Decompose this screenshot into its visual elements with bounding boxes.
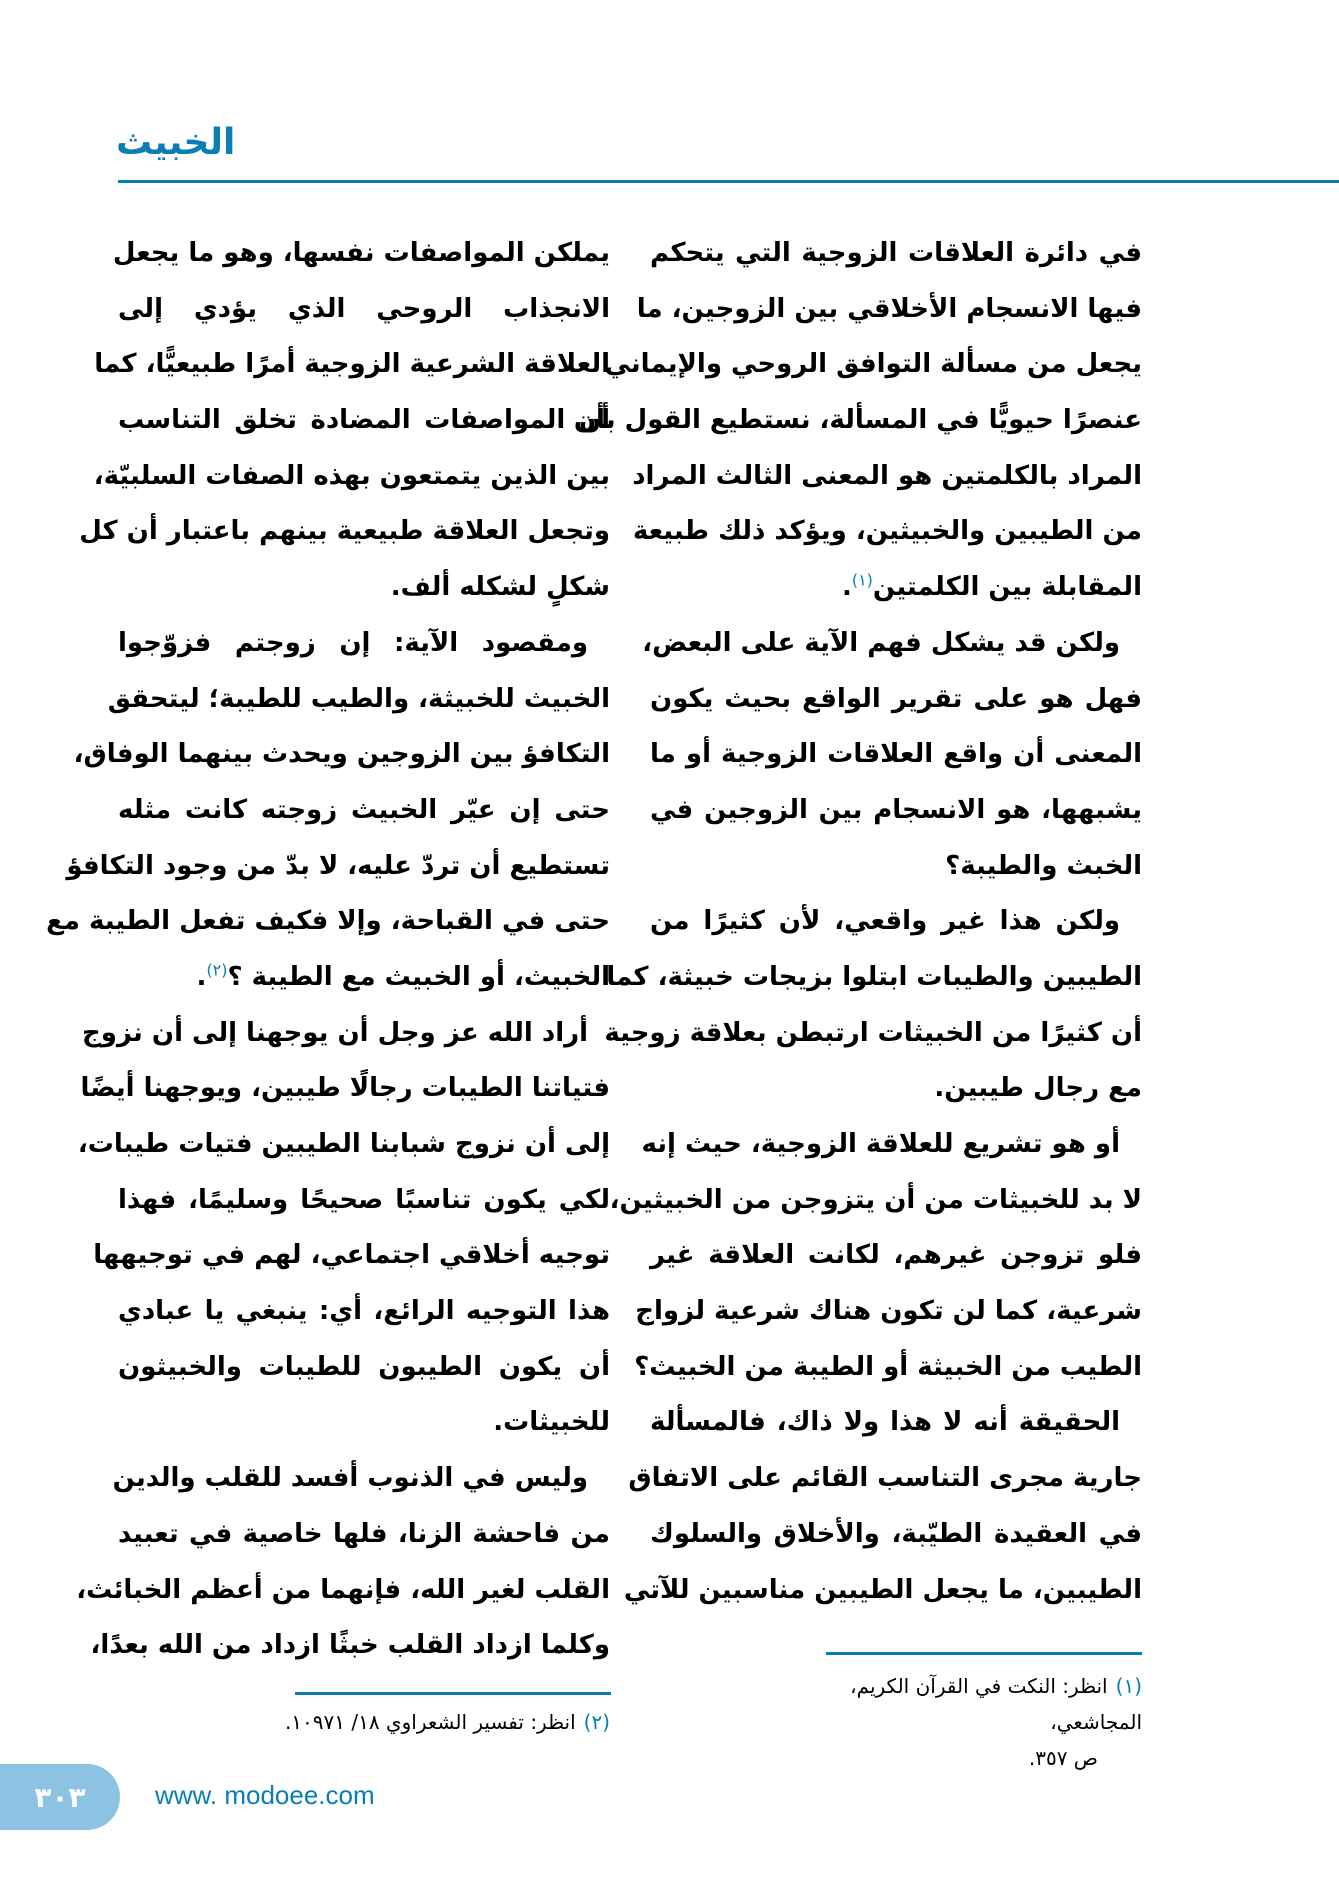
text-line: أراد الله عز وجل أن يوجهنا إلى أن نزوج — [81, 1017, 588, 1048]
text-line: إلى أن نزوج شبابنا الطيبين فتيات طيبات، — [77, 1129, 610, 1159]
page-number-badge: ٣٠٣ — [0, 1764, 120, 1830]
footnote-2 — [110, 1704, 610, 1740]
text-line: الطيبين، ما يجعل الطيبين مناسبين للآتي — [623, 1574, 1142, 1605]
header-divider — [118, 180, 1339, 183]
running-header-title: الخبيث — [116, 122, 236, 163]
line-end-punctuation: . — [841, 572, 852, 603]
footnote-number: (٢) — [583, 1710, 610, 1734]
text-line: يجعل من مسألة التوافق الروحي والإيماني — [604, 349, 1142, 380]
text-line: حتى في القباحة، وإلا فكيف تفعل الطيبة مع — [46, 906, 610, 937]
footnote-reference[interactable]: (١) — [851, 570, 873, 590]
text-line: العلاقة الشرعية الزوجية أمرًا طبيعيًّا، كما — [94, 349, 610, 380]
line-end-punctuation: . — [196, 961, 207, 992]
text-line: فهل هو على تقرير الواقع بحيث يكون — [650, 683, 1142, 714]
line-text: الخبيث، أو الخبيث مع الطيبة ؟ — [227, 961, 610, 992]
footnote-1 — [812, 1668, 1142, 1776]
text-line: هذا التوجيه الرائع، أي: ينبغي يا عبادي — [118, 1296, 610, 1327]
footnote-reference[interactable]: (٢) — [206, 960, 228, 980]
text-line: يشبهها، هو الانسجام بين الزوجين في — [650, 794, 1142, 825]
text-line: وكلما ازداد القلب خبثًا ازداد من الله بعدًا، — [90, 1630, 610, 1661]
text-line: شكلٍ لشكله ألف. — [390, 572, 610, 603]
text-line: ولكن قد يشكل فهم الآية على البعض، — [642, 627, 1120, 658]
footnote-text-continued: ص ٣٥٧. — [1028, 1746, 1098, 1770]
text-line: للخبيثات. — [493, 1407, 610, 1438]
text-line: أن المواصفات المضادة تخلق التناسب — [118, 405, 610, 436]
text-line: المعنى أن واقع العلاقات الزوجية أو ما — [650, 739, 1142, 770]
text-line: ولكن هذا غير واقعي، لأن كثيرًا من — [650, 906, 1120, 937]
footnote-text: انظر: النكت في القرآن الكريم، المجاشعي، — [850, 1674, 1142, 1734]
text-line: أو هو تشريع للعلاقة الزوجية، حيث إنه — [641, 1129, 1120, 1159]
text-line: من فاحشة الزنا، فلها خاصية في تعبيد — [118, 1518, 610, 1549]
text-line: الخبث والطيبة؟ — [945, 850, 1142, 881]
text-line: أن يكون الطيبون للطيبات والخبيثون — [118, 1351, 610, 1382]
text-line: الانجذاب الروحي الذي يؤدي إلى — [118, 293, 610, 324]
footnote-number: (١) — [1115, 1674, 1142, 1698]
text-line: لا بد للخبيثات من أن يتزوجن من الخبيثين، — [609, 1184, 1142, 1215]
text-line: الحقيقة أنه لا هذا ولا ذاك، فالمسألة — [650, 1407, 1120, 1438]
text-line: القلب لغير الله، فإنهما من أعظم الخبائث، — [76, 1574, 610, 1605]
line-text: المقابلة بين الكلمتين — [872, 572, 1142, 603]
text-line — [650, 560, 1142, 616]
text-line: فيها الانسجام الأخلاقي بين الزوجين، ما — [636, 293, 1142, 324]
footnote-text: انظر: تفسير الشعراوي ١٨/ ١٠٩٧١. — [284, 1710, 576, 1734]
text-line: أن كثيرًا من الخبيثات ارتبطن بعلاقة زوجية — [604, 1017, 1142, 1048]
text-line: وليس في الذنوب أفسد للقلب والدين — [112, 1463, 588, 1494]
left-column — [46, 226, 610, 1674]
text-line: وتجعل العلاقة طبيعية بينهم باعتبار أن كل — [79, 516, 610, 547]
text-line: تستطيع أن تردّ عليه، لا بدّ من وجود التكافؤ — [66, 850, 610, 881]
text-line: مع رجال طيبين. — [934, 1073, 1142, 1104]
footnote-divider-right — [826, 1652, 1142, 1655]
text-line: من الطيبين والخبيثين، ويؤكد ذلك طبيعة — [632, 516, 1142, 547]
text-line: الطيب من الخبيثة أو الطيبة من الخبيث؟ — [634, 1351, 1142, 1382]
text-line: في دائرة العلاقات الزوجية التي يتحكم — [650, 238, 1142, 268]
website-link[interactable]: www. modoee.com — [155, 1780, 375, 1810]
text-line: جارية مجرى التناسب القائم على الاتفاق — [628, 1463, 1142, 1494]
text-line: التكافؤ بين الزوجين ويحدث بينهما الوفاق، — [73, 739, 610, 770]
text-line: لكي يكون تناسبًا صحيحًا وسليمًا، فهذا — [118, 1184, 610, 1215]
text-line: عنصرًا حيويًّا في المسألة، نستطيع القول بأن — [573, 405, 1142, 436]
text-line: الخبيث للخبيثة، والطيب للطيبة؛ ليتحقق — [107, 683, 610, 714]
text-line: في العقيدة الطيّبة، والأخلاق والسلوك — [650, 1518, 1142, 1549]
text-line: توجيه أخلاقي اجتماعي، لهم في توجيهها — [93, 1240, 610, 1271]
text-line: يملكن المواصفات نفسها، وهو ما يجعل — [112, 238, 610, 268]
text-line: ومقصود الآية: إن زوجتم فزوّجوا — [118, 627, 588, 658]
text-line: بين الذين يتمتعون بهذه الصفات السلبيّة، — [93, 460, 610, 491]
right-column — [573, 226, 1142, 1618]
text-line: شرعية، كما لن تكون هناك شرعية لزواج — [635, 1296, 1142, 1327]
text-line: فتياتنا الطيبات رجالًا طيبين، ويوجهنا أيضًا — [80, 1073, 610, 1104]
text-line: حتى إن عيّر الخبيث زوجته كانت مثله — [118, 794, 610, 825]
text-line: المراد بالكلمتين هو المعنى الثالث المراد — [632, 460, 1142, 491]
footnote-divider-left — [295, 1692, 611, 1695]
text-line: فلو تزوجن غيرهم، لكانت العلاقة غير — [650, 1240, 1142, 1271]
text-line — [118, 950, 610, 1006]
text-line: الطيبين والطيبات ابتلوا بزيجات خبيثة، كما — [606, 961, 1142, 992]
